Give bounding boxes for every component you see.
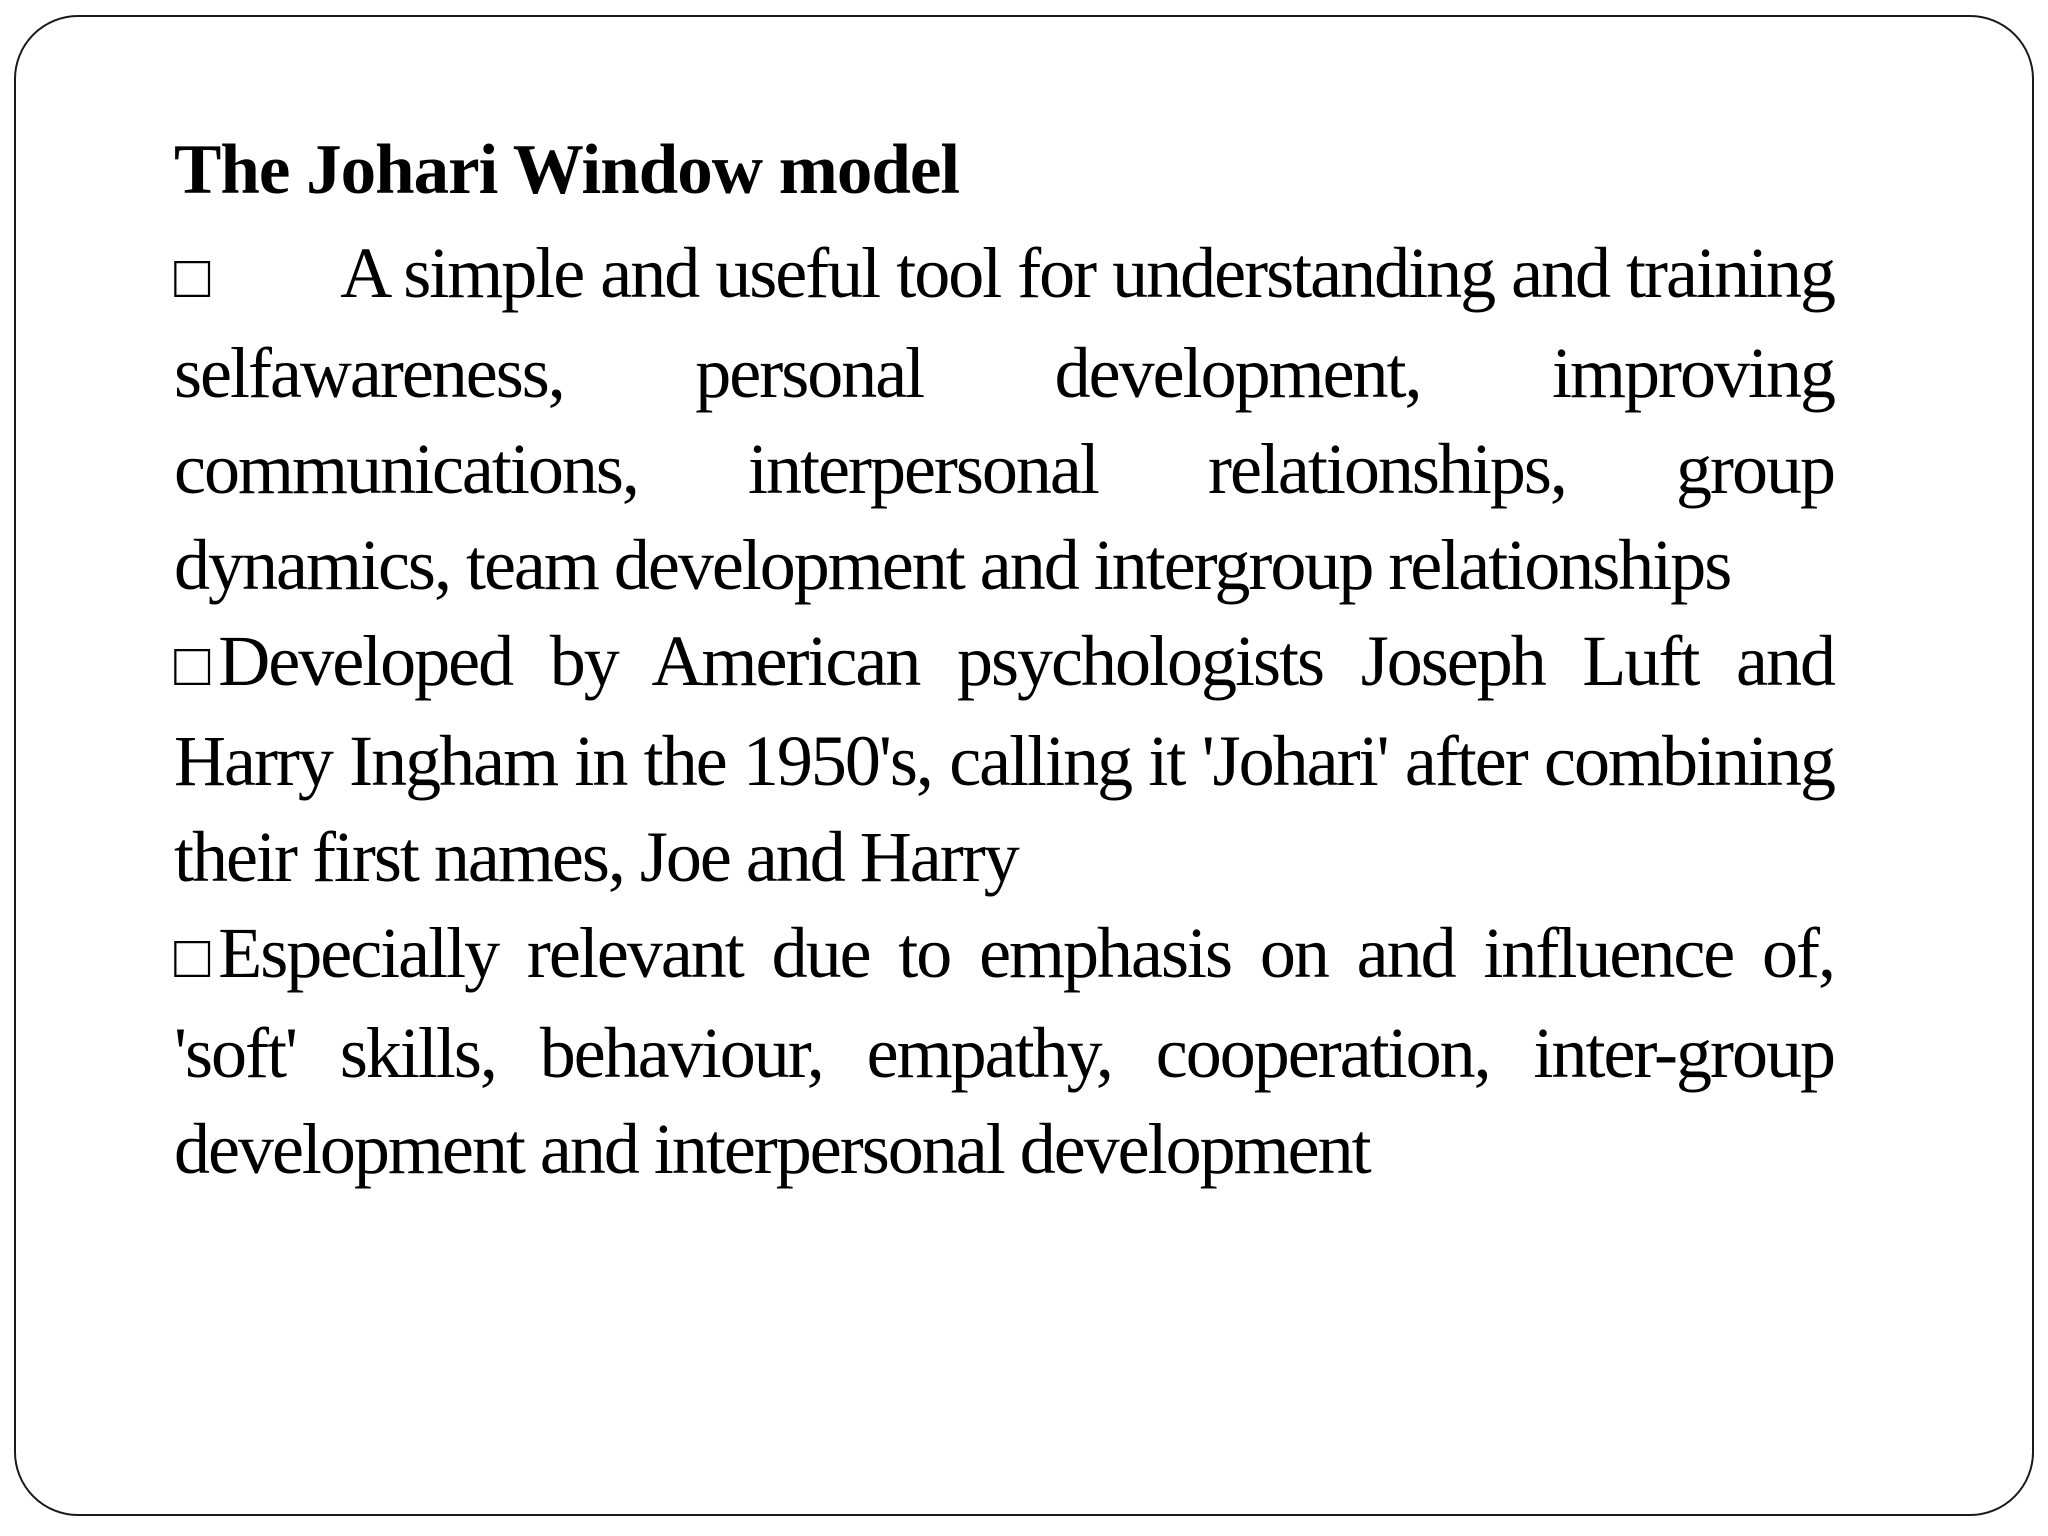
slide-title: The Johari Window model [174, 131, 960, 209]
bullet-item [174, 613, 1834, 905]
square-bullet-icon: □ [174, 244, 211, 310]
slide-frame [14, 15, 2034, 1516]
bullet-text: A simple and useful tool for understanding and training selfawareness, personal development, improving communications, interpersonal relationships, group dynamics, team development and intergroup relationships [174, 233, 1834, 605]
bullet-item [174, 905, 1834, 1197]
slide-content [174, 125, 1834, 1197]
bullet-text: Developed by American psychologists Joseph Luft and Harry Ingham in the 1950's, calling it 'Johari' after combining their first names, Joe and Harry [174, 621, 1834, 897]
square-bullet-icon: □ [174, 632, 211, 698]
square-bullet-icon: □ [174, 924, 211, 990]
bullet-text: Especially relevant due to emphasis on and influence of, 'soft' skills, behaviour, empathy, cooperation, inter-group development and interpersonal development [174, 913, 1834, 1189]
bullet-item [174, 225, 1834, 613]
